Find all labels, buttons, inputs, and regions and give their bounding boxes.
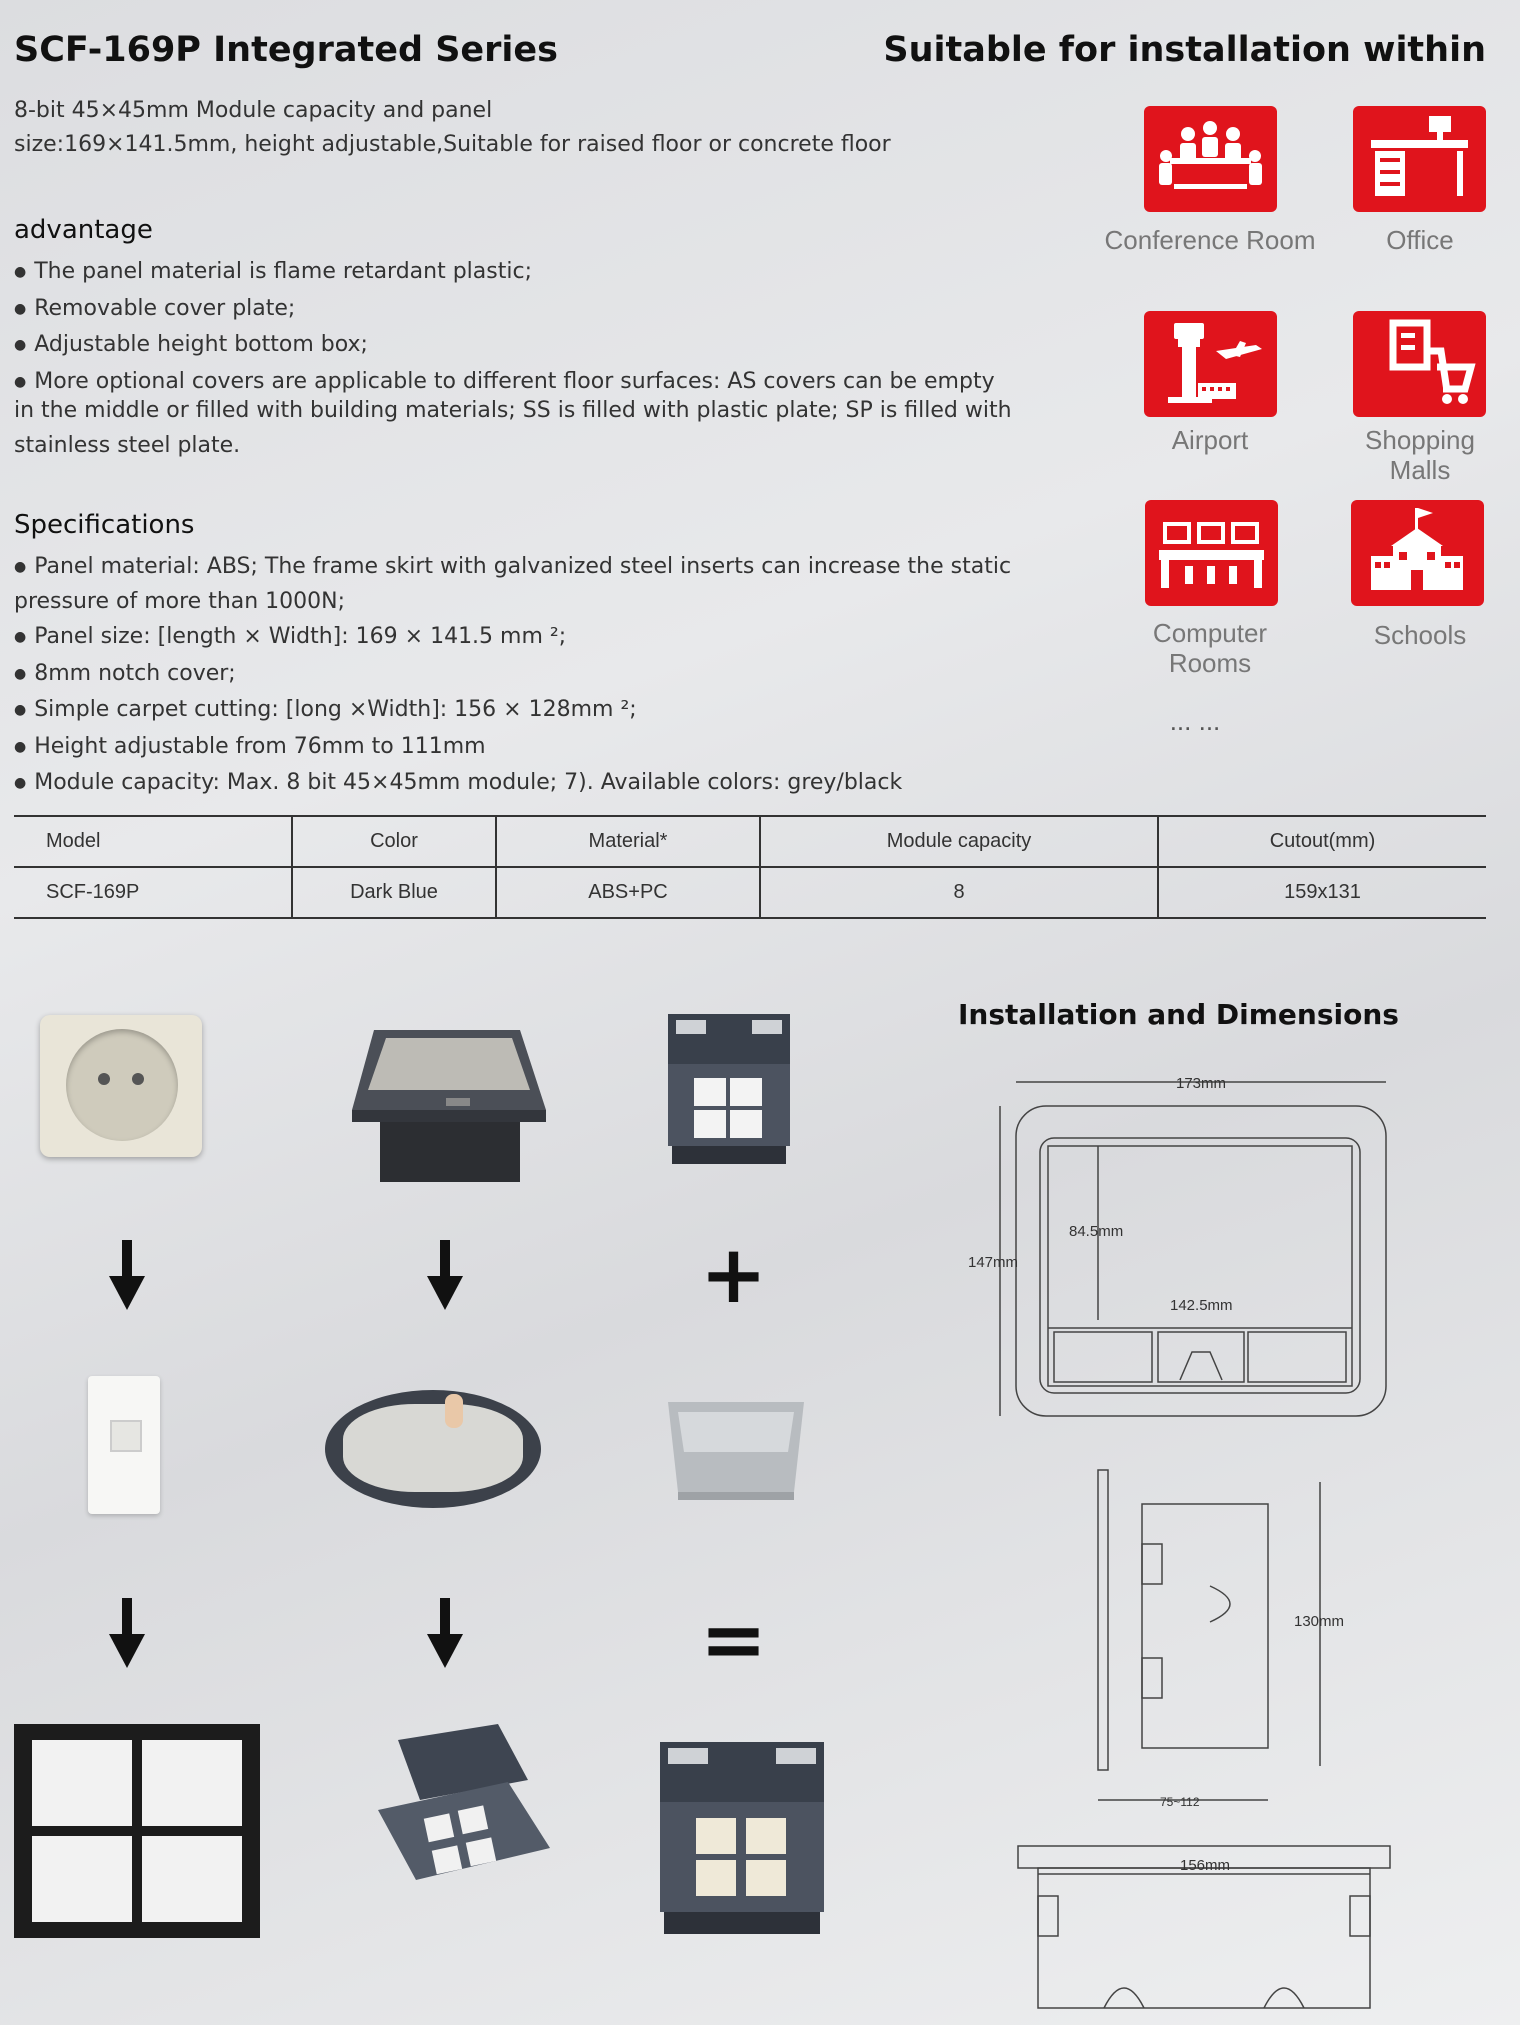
label-line: Rooms (1168, 648, 1252, 678)
table-header: Material* (496, 816, 760, 867)
list-item: ● Panel material: ABS; The frame skirt with galvanized steel inserts can increase the static (14, 550, 1044, 587)
floor-box-final-photo (656, 1738, 828, 1938)
socket-photo (40, 1015, 202, 1157)
dim-inner-height: 84.5mm (1069, 1223, 1124, 1240)
top-view-drawing (968, 1070, 1390, 1430)
list-item: ● Panel size: [length × Width]: 169 × 141.5 mm ²; (14, 620, 1044, 657)
dim-bottom-width: 156mm (1180, 1857, 1231, 1874)
airport-icon (1144, 311, 1277, 417)
more-ellipsis: ... ... (1169, 706, 1221, 736)
continuation-line: in the middle or filled with building materials; SS is filled with plastic plate; SP is filled with (14, 398, 1012, 423)
list-item: ● The panel material is flame retardant plastic; (14, 255, 1014, 292)
spec-continuation: pressure of more than 1000N; (14, 589, 346, 614)
label-line: Computer (1152, 618, 1268, 648)
table-cell: 8 (760, 867, 1158, 918)
subtitle-line-1: 8-bit 45×45mm Module capacity and panel (14, 98, 493, 123)
table-cell: 159x131 (1158, 867, 1486, 918)
metal-box-photo (662, 1392, 810, 1504)
arrow-down-icon (425, 1598, 465, 1668)
list-item: ● 8mm notch cover; (14, 657, 1044, 694)
list-item: ● Removable cover plate; (14, 292, 1014, 329)
floor-box-open-photo (662, 1010, 797, 1170)
installation-title: Suitable for installation within (883, 30, 1486, 70)
computer-room-icon (1145, 500, 1278, 606)
arrow-down-icon (425, 1240, 465, 1310)
table-header: Color (292, 816, 496, 867)
shopping-cart-icon (1353, 311, 1486, 417)
advantage-heading: advantage (14, 215, 153, 245)
list-item: ● Module capacity: Max. 8 bit 45×45mm module; 7). Available colors: grey/black (14, 766, 1044, 803)
continuation-line: stainless steel plate. (14, 432, 241, 458)
installation-label: Airport (1171, 425, 1249, 455)
label-line: Shopping (1365, 425, 1475, 455)
table-cell: ABS+PC (496, 867, 760, 918)
equals-sign: = (700, 1593, 768, 1686)
label-line: Malls (1389, 455, 1451, 485)
spec-table (14, 815, 1486, 919)
network-module-photo (88, 1376, 160, 1514)
list-item: ● Simple carpet cutting: [long ×Width]: 156 × 128mm ²; (14, 693, 1044, 730)
page-title: SCF-169P Integrated Series (14, 30, 558, 70)
table-cell: Dark Blue (292, 867, 496, 918)
installation-label: Office (1386, 225, 1454, 255)
table-header-row (14, 816, 1486, 867)
plus-sign: + (700, 1228, 768, 1321)
installation-label (1090, 618, 1330, 678)
installation-label (1320, 425, 1520, 485)
list-item: ● More optional covers are applicable to different floor surfaces: AS covers can be empty (14, 365, 1014, 402)
dim-inner-width: 142.5mm (1170, 1297, 1233, 1314)
advantage-continuation (14, 394, 1044, 463)
dim-adjust-range: 75~112 (1160, 1795, 1200, 1809)
dim-outer-height: 147mm (968, 1254, 1019, 1271)
module-frame-photo (14, 1724, 260, 1938)
table-header: Module capacity (760, 816, 1158, 867)
floor-box-closed-photo (340, 1010, 550, 1185)
table-header: Cutout(mm) (1158, 816, 1486, 867)
table-cell: SCF-169P (14, 867, 292, 918)
cover-open-photo (325, 1390, 541, 1508)
list-item: ● Height adjustable from 76mm to 111mm (14, 730, 1044, 767)
dim-width-top: 173mm (1176, 1075, 1227, 1092)
side-view-drawing (1090, 1460, 1350, 1820)
office-icon (1353, 106, 1486, 212)
list-item: ● Adjustable height bottom box; (14, 328, 1014, 365)
dim-side-height: 130mm (1294, 1613, 1345, 1630)
conference-room-icon (1144, 106, 1277, 212)
subtitle-line-2: size:169×141.5mm, height adjustable,Suitable for raised floor or concrete floor (14, 132, 891, 157)
advantage-list (14, 255, 1014, 401)
installation-label: Schools (1373, 620, 1467, 650)
specifications-heading: Specifications (14, 510, 195, 540)
specifications-list (14, 550, 1044, 587)
table-header: Model (14, 816, 292, 867)
floor-box-assembled-photo (368, 1720, 553, 1900)
arrow-down-icon (107, 1240, 147, 1310)
front-view-drawing (1014, 1838, 1394, 2018)
arrow-down-icon (107, 1598, 147, 1668)
dimensions-heading: Installation and Dimensions (958, 998, 1399, 1031)
table-row (14, 867, 1486, 918)
subtitle (14, 94, 891, 162)
school-icon (1351, 500, 1484, 606)
specifications-list-2 (14, 620, 1044, 803)
installation-label: Conference Room (1104, 225, 1316, 255)
